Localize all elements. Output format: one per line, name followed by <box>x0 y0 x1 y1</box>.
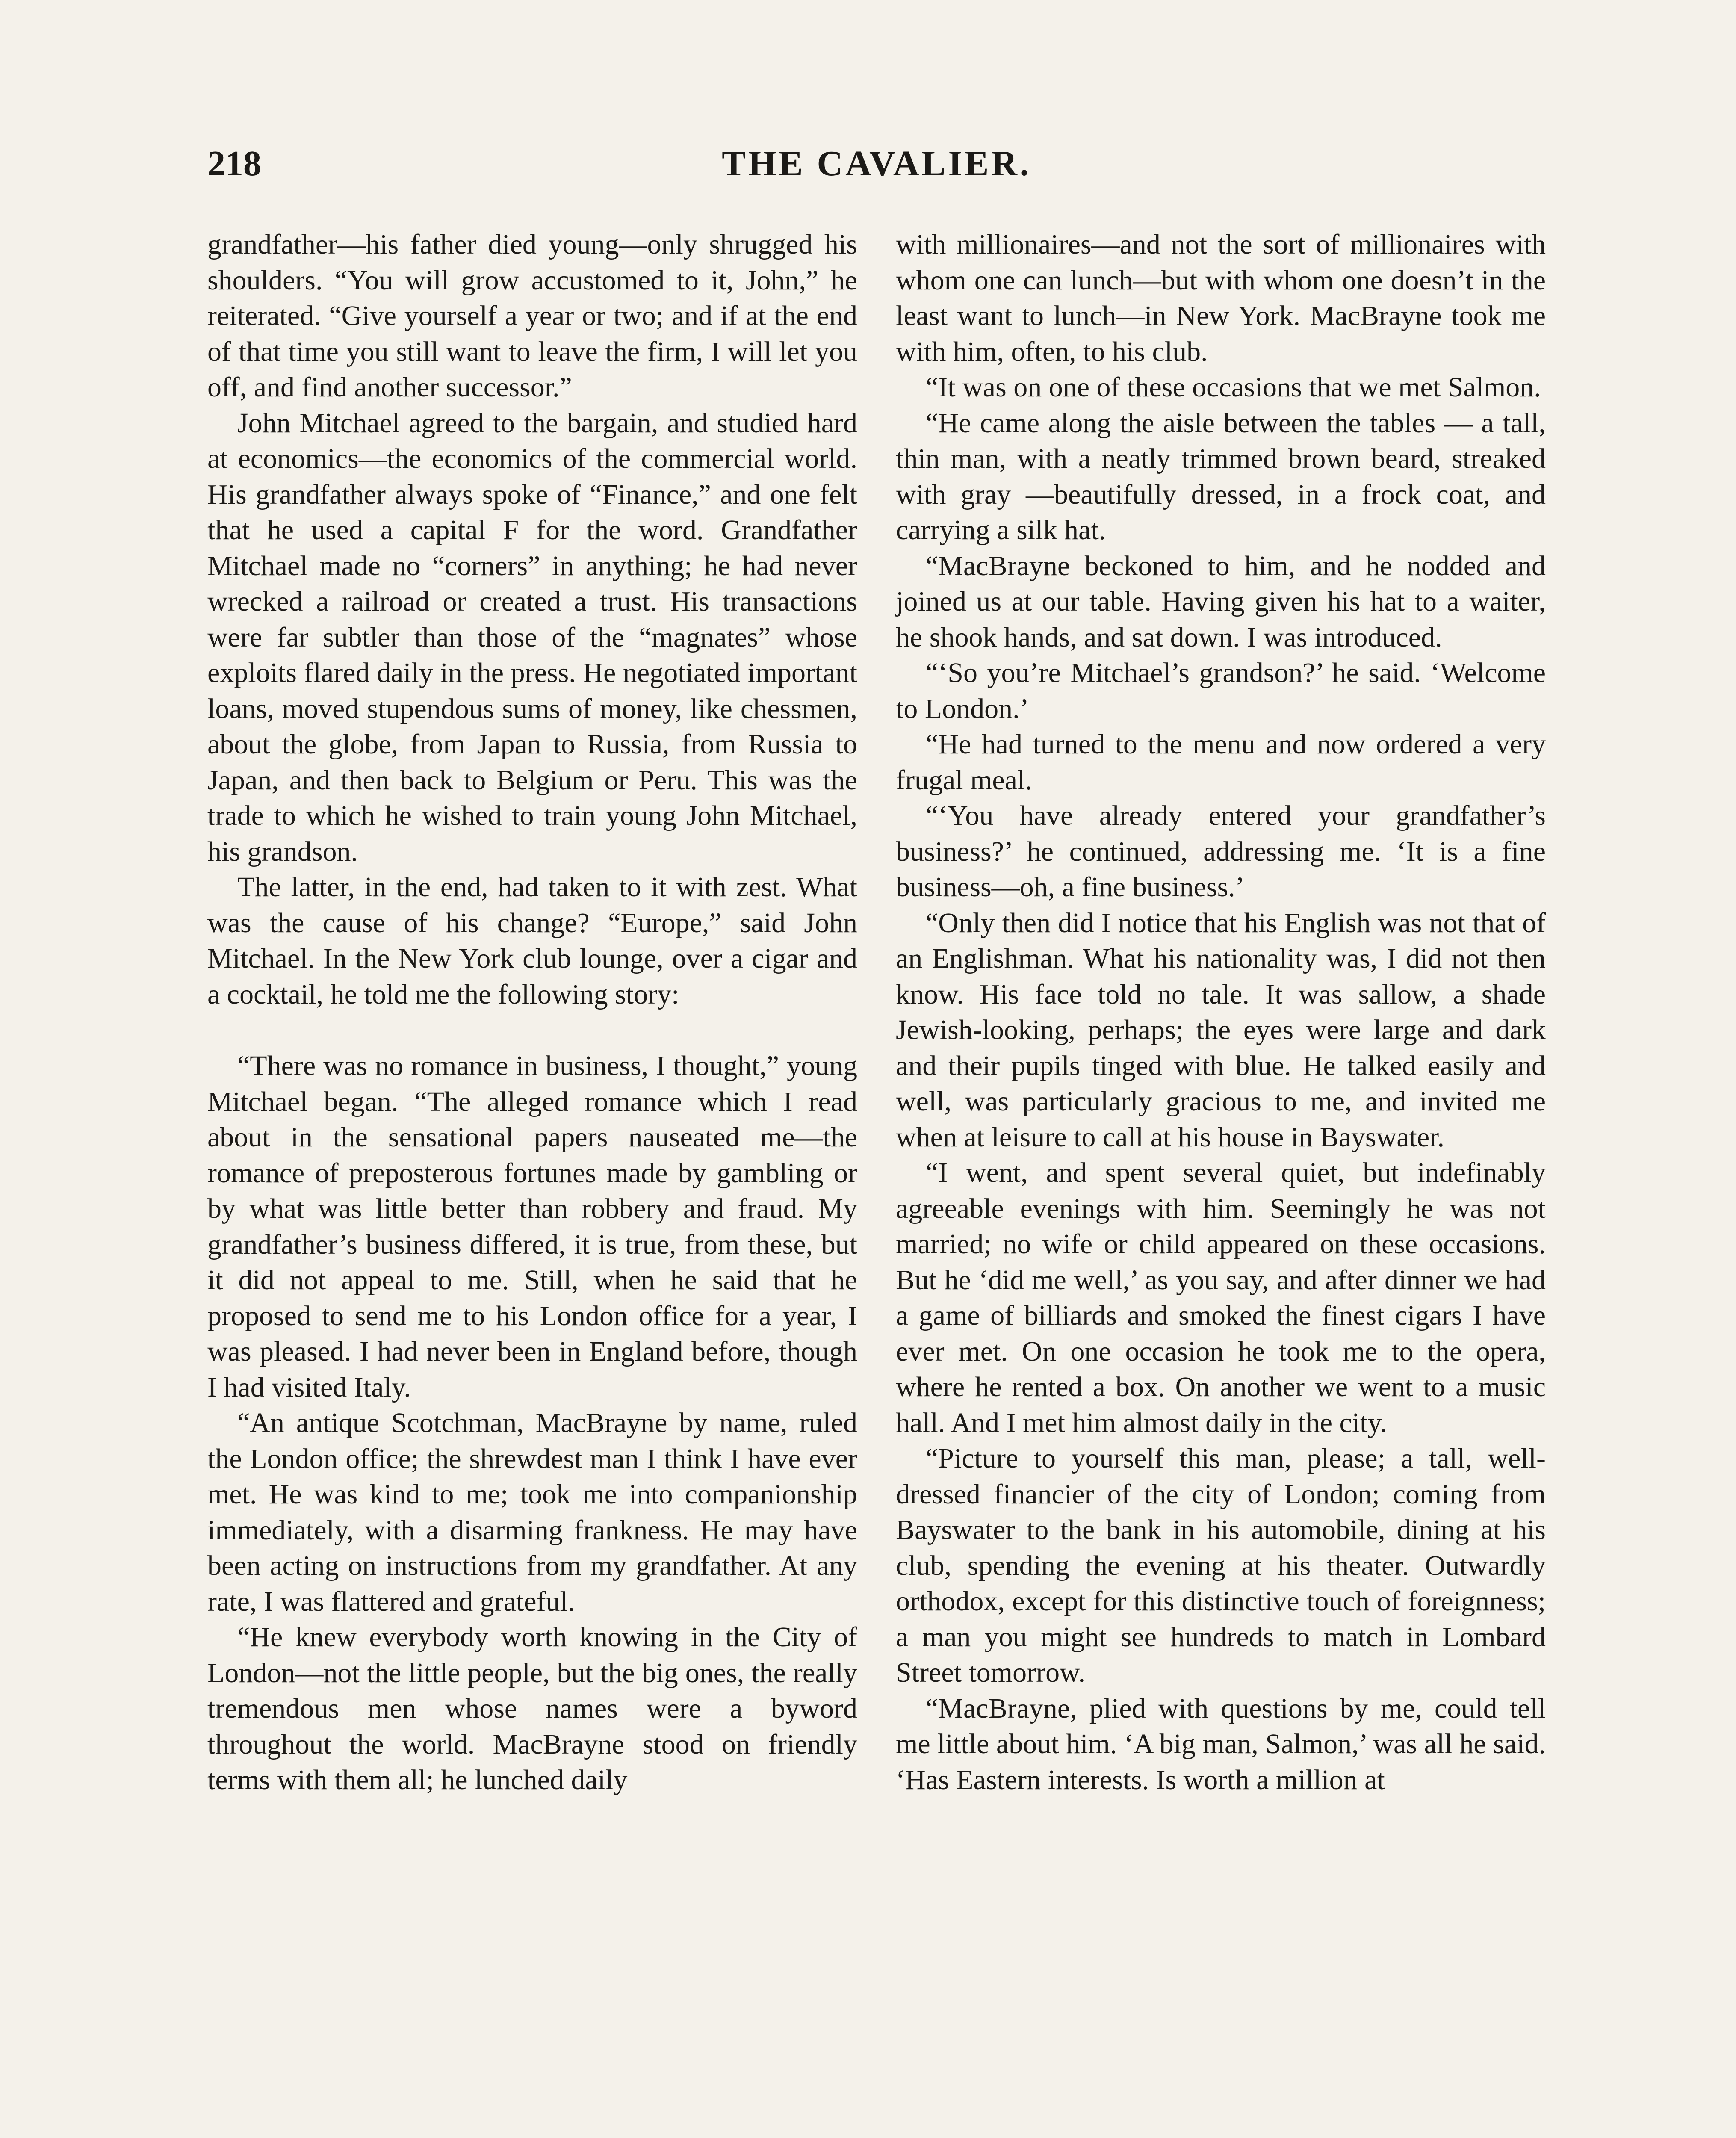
paragraph: “Only then did I notice that his English was not that of an Englishman. What his nationality was, I did not then know. His face told no tale. It was sallow, a shade Jewish-looking, perhaps; the eyes were large and dark and their pupils tinged with blue. He talked easily and well, was particularly gracious to me, and invited me when at leisure to call at his house in Bayswater. <box>896 907 1546 1153</box>
paragraph: “MacBrayne, plied with questions by me, could tell me little about him. ‘A big man, Salmon,’ was all he said. ‘Has Eastern interests. Is worth a million at <box>896 1692 1546 1795</box>
paragraph: “He knew everybody worth knowing in the City of London—not the little people, but the big ones, the really tremendous men whose names were a byword throughout the world. MacBrayne stood on friendly terms with them all; he lunched daily <box>207 1621 857 1795</box>
page-header <box>207 136 1546 192</box>
paragraph: grandfather—his father died young—only shrugged his shoulders. “You will grow accustomed to it, John,” he reiterated. “Give yourself a year or two; and if at the end of that time you still want to leave the firm, I will let you off, and find another successor.” <box>207 229 857 403</box>
running-title: THE CAVALIER. <box>722 144 1031 183</box>
paragraph: The latter, in the end, had taken to it with zest. What was the cause of his change? “Europe,” said John Mitchael. In the New York club lounge, over a cigar and a cocktail, he told me the following story: <box>207 871 857 1010</box>
paragraph: “‘So you’re Mitchael’s grandson?’ he said. ‘Welcome to London.’ <box>896 657 1546 724</box>
paragraph: “An antique Scotchman, MacBrayne by name, ruled the London office; the shrewdest man I think I have ever met. He was kind to me; took me into companionship immediately, with a disarming frankness. He may have been acting on instructions from my grandfather. At any rate, I was flattered and grateful. <box>207 1407 857 1617</box>
paragraph: “He came along the aisle between the tables — a tall, thin man, with a neatly trimmed brown beard, streaked with gray —beautifully dressed, in a frock coat, and carrying a silk hat. <box>896 407 1546 546</box>
paragraph: “Picture to yourself this man, please; a tall, well-dressed financier of the city of London; coming from Bayswater to the bank in his automobile, dining at his club, spending the evening at his theater. Outwardly orthodox, except for this distinctive touch of foreignness; a man you might see hundreds to match in Lombard Street tomorrow. <box>896 1443 1546 1688</box>
paragraph: John Mitchael agreed to the bargain, and studied hard at economics—the economics of the commercial world. His grandfather always spoke of “Finance,” and one felt that he used a capital F for the word. Grandfather Mitchael made no “corners” in anything; he had never wrecked a railroad or created a trust. His transactions were far subtler than those of the “magnates” whose exploits flared daily in the press. He negotiated important loans, moved stupendous sums of money, like chessmen, about the globe, from Japan to Russia, from Russia to Japan, and then back to Belgium or Peru. This was the trade to which he wished to train young John Mitchael, his grandson. <box>207 407 857 867</box>
text-column-left <box>207 227 857 1798</box>
page-number: 218 <box>207 144 261 183</box>
paragraph: “‘You have already entered your grandfather’s business?’ he continued, addressing me. ‘It is a fine business—oh, a fine business.’ <box>896 800 1546 903</box>
paragraph: with millionaires—and not the sort of millionaires with whom one can lunch—but with whom one doesn’t in the least want to lunch—in New York. MacBrayne took me with him, often, to his club. <box>896 229 1546 367</box>
paragraph: “He had turned to the menu and now ordered a very frugal meal. <box>896 729 1546 796</box>
paragraph: “MacBrayne beckoned to him, and he nodded and joined us at our table. Having given his hat to a waiter, he shook hands, and sat down. I was introduced. <box>896 550 1546 653</box>
paragraph: “It was on one of these occasions that we met Salmon. <box>926 372 1541 403</box>
text-column-right <box>896 227 1546 1798</box>
paragraph: “I went, and spent several quiet, but indefinably agreeable evenings with him. Seemingly he was not married; no wife or child appeared on these occasions. But he ‘did me well,’ as you say, and after dinner we had a game of billiards and smoked the finest cigars I have ever met. On one occasion he took me to the opera, where he rented a box. On another we went to a music hall. And I met him almost daily in the city. <box>896 1157 1546 1438</box>
paragraph: “There was no romance in business, I thought,” young Mitchael began. “The alleged romance which I read about in the sensational papers nauseated me—the romance of preposterous fortunes made by gambling or by what was little better than robbery and fraud. My grandfather’s business differed, it is true, from these, but it did not appeal to me. Still, when he said that he proposed to send me to his London office for a year, I was pleased. I had never been in England before, though I had visited Italy. <box>207 1050 857 1403</box>
